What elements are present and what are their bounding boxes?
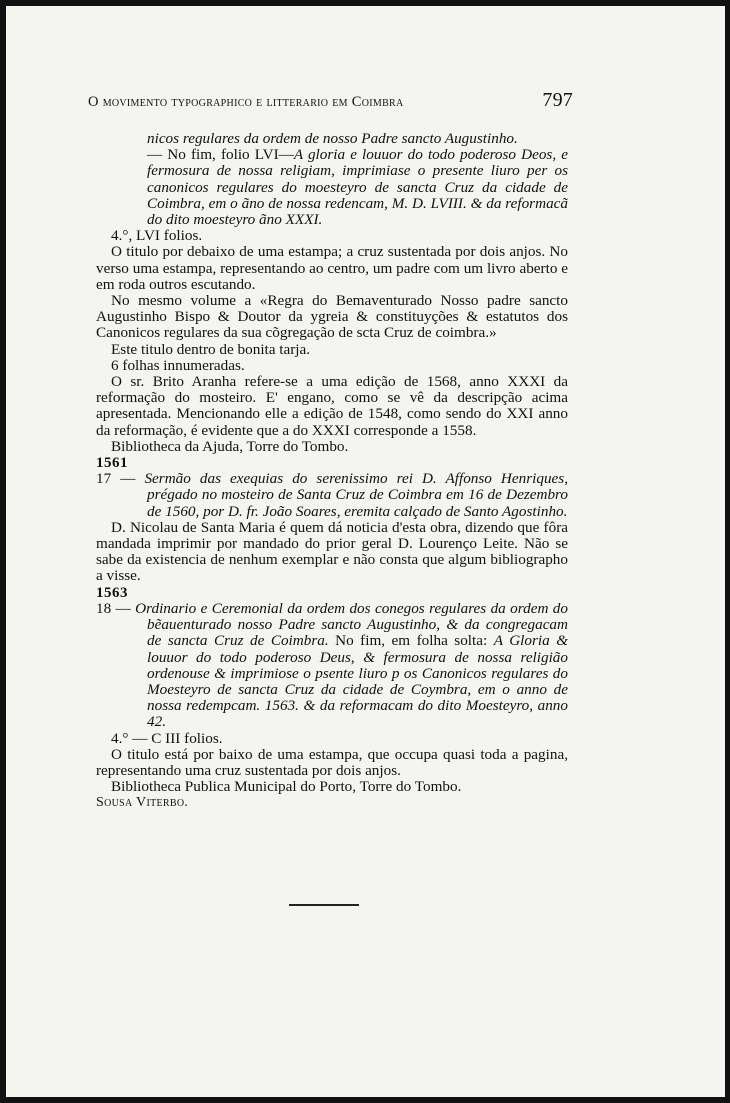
format-line: 4.°, LVI folios. <box>111 227 203 245</box>
year-heading: 1561 <box>96 455 128 472</box>
format-line: 4.° — C III folios. <box>111 729 223 747</box>
colophon-intro: No fim, em folha solta: <box>328 632 494 650</box>
paragraph: O sr. Brito Aranha refere-se a uma edição de 1568, anno XXXI da reformação do mosteiro. E' engano, como se vê da descripção acima apresentada. Mencionando elle a edição de 1548, como sendo do XXI anno da reformação, é evidente que a do XXXI corresponde a 1558. <box>96 373 568 439</box>
author-signature: Sousa Viterbo. <box>96 795 189 811</box>
library-line: Bibliotheca Publica Municipal do Porto, Torre do Tombo. <box>111 778 462 796</box>
scan-border-left <box>0 0 6 1103</box>
entry-number: 18 — <box>96 599 136 617</box>
page-body <box>96 131 568 812</box>
entry-number: 17 — <box>96 470 145 488</box>
entry-title: Ordinario e Ceremonial da ordem dos conegos regulares da ordem do bẽauenturado nosso Padre sancto Augustinho, & da congregacam de sancta Cruz de Coimbra. <box>135 599 568 650</box>
year-heading: 1563 <box>96 584 128 601</box>
paragraph: O titulo está por baixo de uma estampa, que occupa quasi toda a pagina, representando uma cruz sustentada por dois anjos. <box>96 745 568 779</box>
paragraph: No mesmo volume a «Regra do Bemaventurado Nosso padre sancto Augustinho Bispo & Doutor da ygreia & constituyções & estatutos dos Canonicos regulares da sua cõgregação de scta Cruz de coimbra.» <box>96 292 568 342</box>
entry-continuation-colophon <box>96 147 568 228</box>
paragraph: 6 folhas innumeradas. <box>111 356 245 374</box>
scan-border-top <box>0 0 730 6</box>
paragraph: D. Nicolau de Santa Maria é quem dá noticia d'esta obra, dizendo que fôra mandada imprimir por mandado do prior geral D. Lourenço Leite. Não se sabe da existencia de nenhum exemplar e não consta que algum bibliographo a visse. <box>96 518 568 585</box>
entry-18 <box>96 601 568 731</box>
closing-rule <box>289 904 359 906</box>
colophon-intro: — No fim, folio LVI— <box>147 146 294 164</box>
entry-17 <box>96 471 568 520</box>
colophon-text: A Gloria & louuor do todo poderoso Deus, & fermosura de nossa religião ordenouse & imprimiose o psente liuro p os Canonicos regulares do Moesteyro de sancta Cruz da cidade de Coymbra, em o anno de nossa redempcam. 1563. & da reformacam do dito Moesteyro, anno 42. <box>147 632 569 731</box>
colophon-text: A gloria e louuor do todo poderoso Deos, e fermosura de nossa religiam, imprimiase o presente liuro per os canonicos regulares do moesteyro de sancta Cruz da cidade de Coimbra, em o ãno de nossa redencam, M. D. LVIII. & da reformacã do dito moesteyro ãno XXXI. <box>147 146 568 229</box>
paragraph: O titulo por debaixo de uma estampa; a cruz sustentada por dois anjos. No verso uma estampa, representando ao centro, um padre com um livro aberto e em roda outros escutando. <box>96 243 568 293</box>
entry-continuation-title: nicos regulares da ordem de nosso Padre sancto Augustinho. <box>147 130 518 147</box>
page-number: 797 <box>542 89 573 111</box>
header-title: O movimento typographico e litterario em Coimbra <box>88 94 404 110</box>
paragraph: Este titulo dentro de bonita tarja. <box>111 340 311 358</box>
running-header <box>88 89 573 111</box>
scan-border-bottom <box>0 1097 730 1103</box>
scan-border-right <box>725 0 730 1103</box>
entry-title: Sermão das exequias do serenissimo rei D. Affonso Henriques, prégado no mosteiro de Santa Cruz de Coimbra em 16 de Dezembro de 1560, por D. fr. João Soares, eremita calçado de Santo Agostinho. <box>144 470 568 520</box>
library-line: Bibliotheca da Ajuda, Torre do Tombo. <box>111 437 349 455</box>
